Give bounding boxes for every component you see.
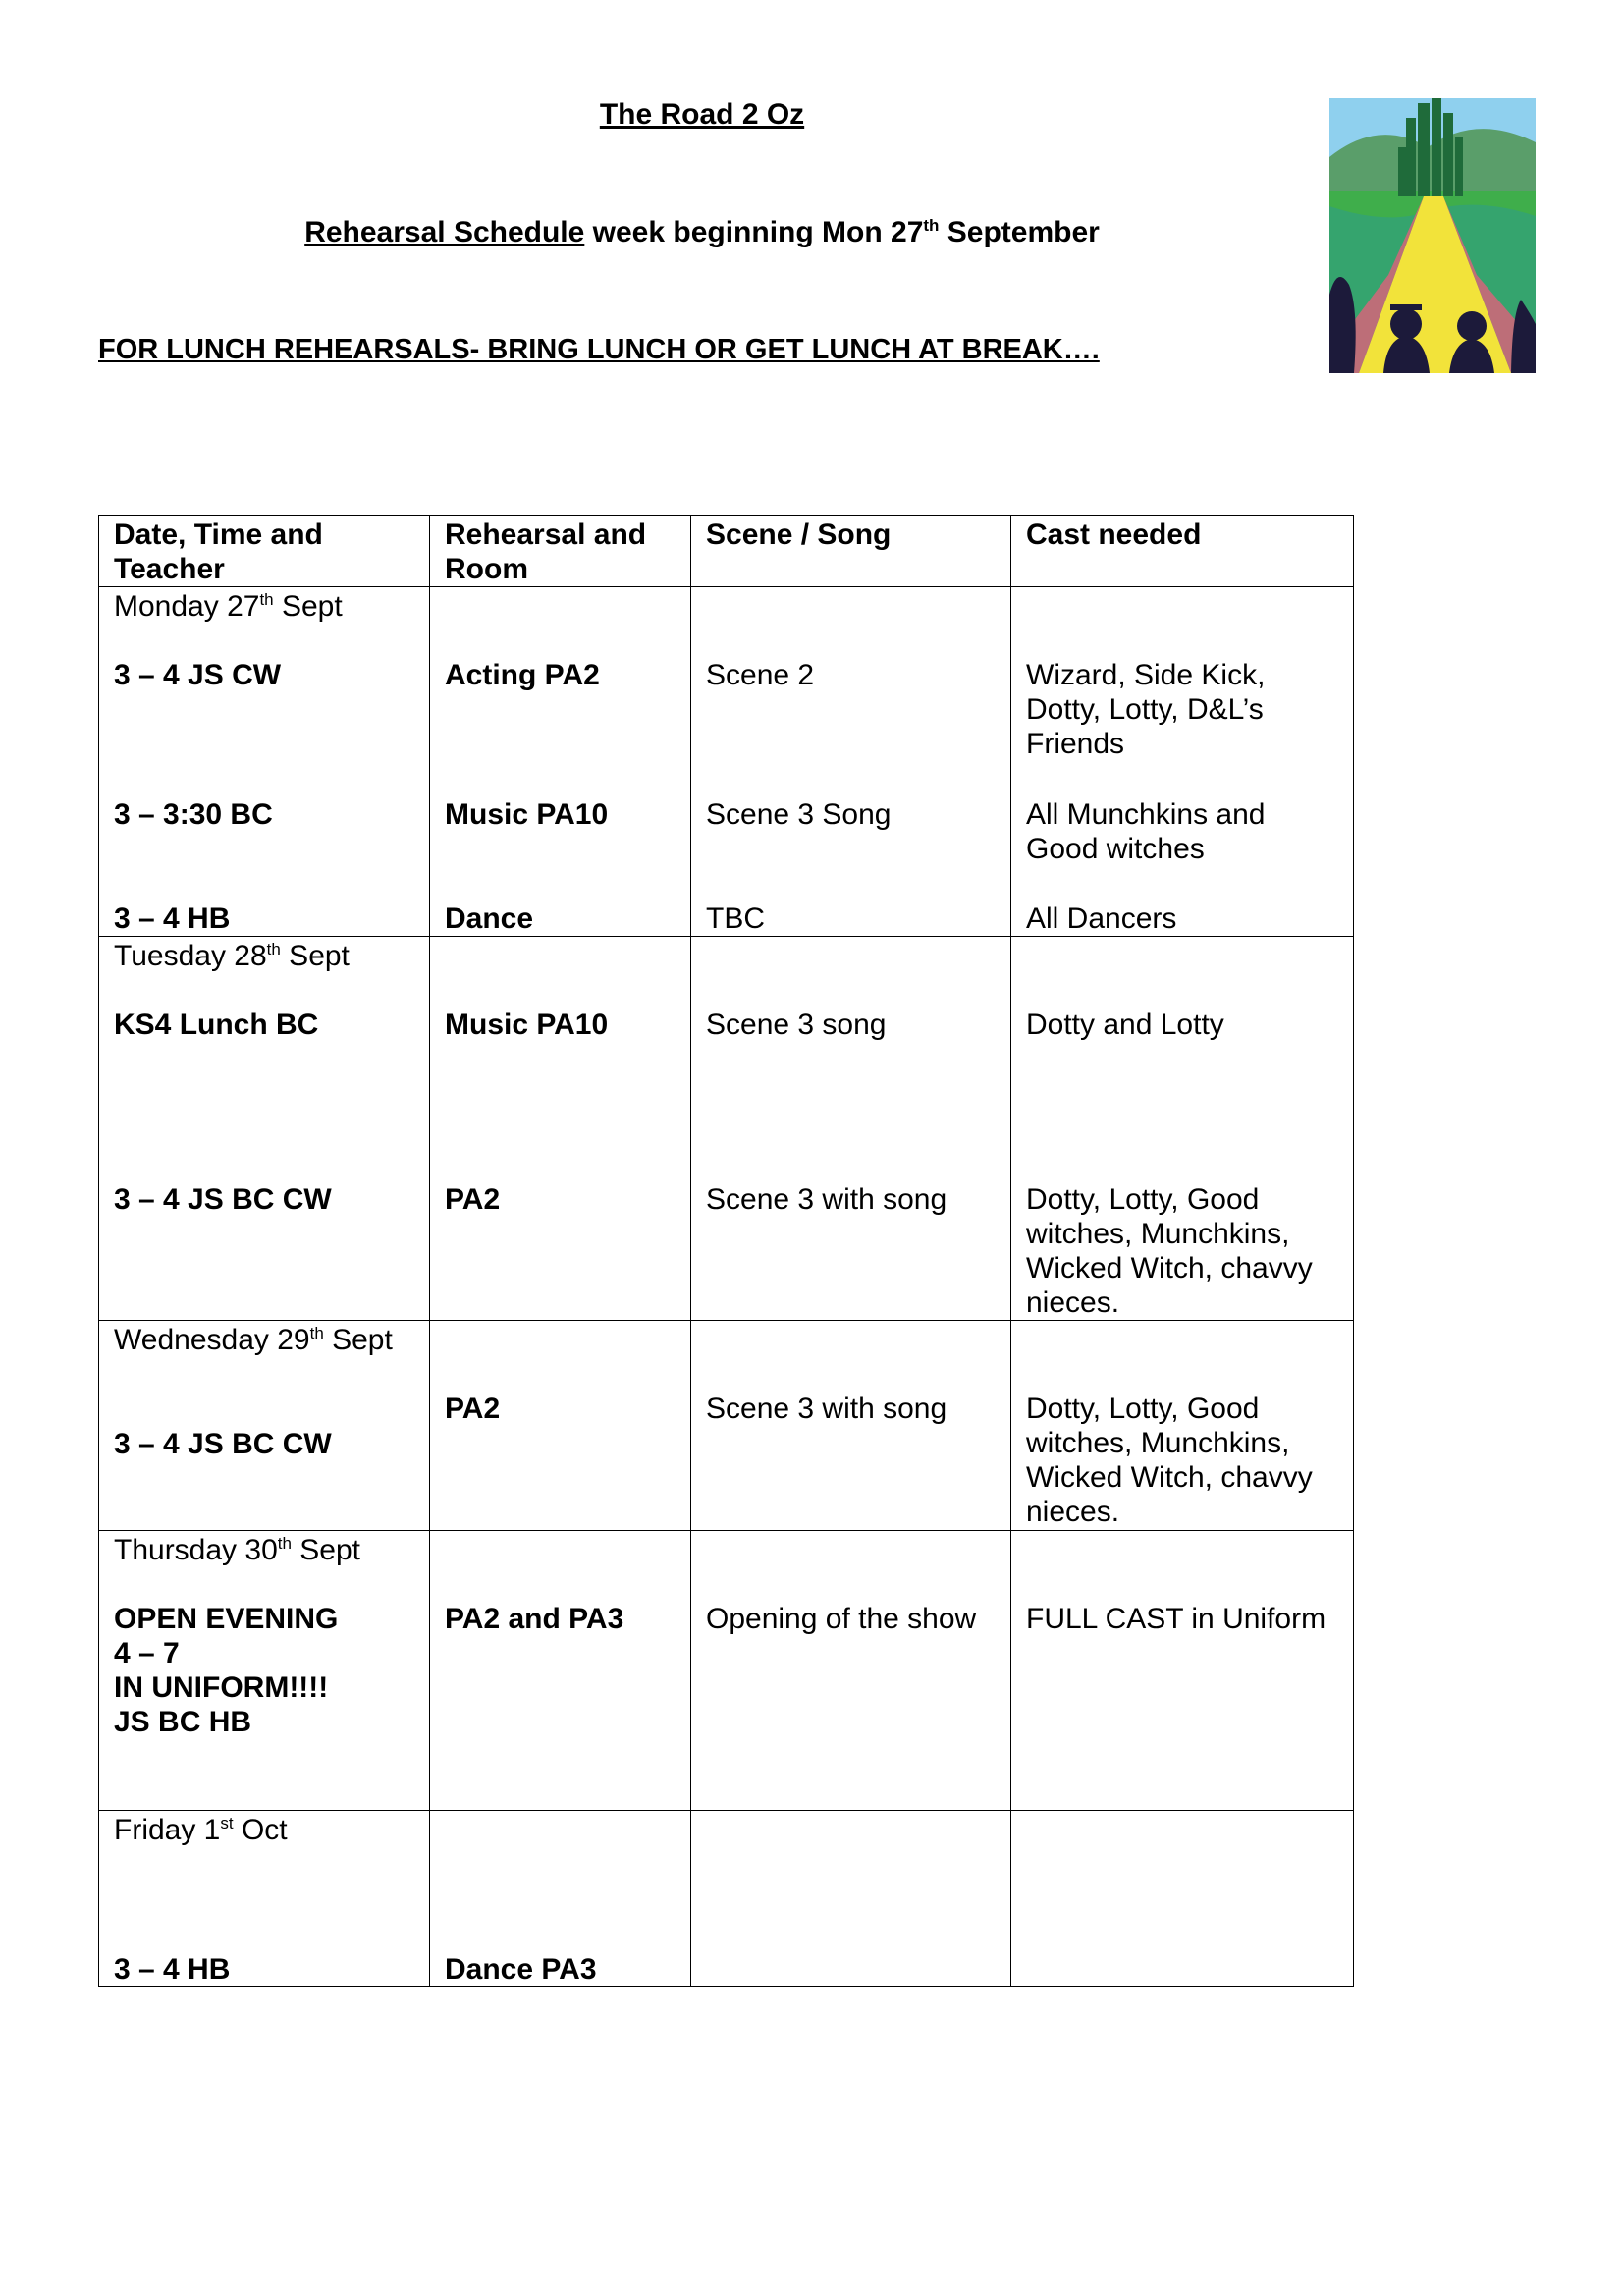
table-header-row xyxy=(99,516,1354,587)
slot-cast: All Dancers xyxy=(1026,902,1177,935)
slot-room: PA2 xyxy=(445,1393,501,1425)
slot-room: Acting PA2 xyxy=(445,659,600,691)
date-time-cell xyxy=(99,937,430,1321)
slot-scene: Opening of the show xyxy=(706,1603,977,1635)
slot-time-line: IN UNIFORM!!!! xyxy=(114,1671,329,1704)
scene-cell xyxy=(691,1531,1011,1811)
slot-cast: Dotty, Lotty, Good witches, Munchkins, Wicked Witch, chavvy nieces. xyxy=(1026,1183,1313,1319)
slot-scene: Scene 3 Song xyxy=(706,798,892,831)
room-cell xyxy=(430,1531,691,1811)
slot-cast: All Munchkins and Good witches xyxy=(1026,798,1266,865)
day-label: Monday 27th Sept xyxy=(114,590,343,623)
day-label: Tuesday 28th Sept xyxy=(114,940,350,972)
table-row xyxy=(99,587,1354,937)
slot-scene: Scene 3 song xyxy=(706,1009,887,1041)
slot-time: 3 – 4 JS BC CW xyxy=(114,1428,332,1460)
cast-cell xyxy=(1011,937,1354,1321)
table-row xyxy=(99,1321,1354,1531)
date-time-cell xyxy=(99,587,430,937)
slot-cast: Dotty, Lotty, Good witches, Munchkins, Wicked Witch, chavvy nieces. xyxy=(1026,1393,1313,1528)
scene-cell xyxy=(691,1811,1011,1987)
rehearsal-schedule-table xyxy=(98,515,1354,1987)
slot-scene: Scene 3 with song xyxy=(706,1183,947,1216)
table-row xyxy=(99,937,1354,1321)
slot-time: KS4 Lunch BC xyxy=(114,1009,319,1041)
table-row xyxy=(99,1531,1354,1811)
scene-cell xyxy=(691,1321,1011,1531)
scene-cell xyxy=(691,587,1011,937)
column-header: Date, Time and Teacher xyxy=(99,516,430,587)
cast-cell xyxy=(1011,1811,1354,1987)
slot-room: Music PA10 xyxy=(445,798,609,831)
cast-cell xyxy=(1011,587,1354,937)
lunch-notice: FOR LUNCH REHEARSALS- BRING LUNCH OR GET LUNCH AT BREAK…. xyxy=(98,334,1100,365)
scene-cell xyxy=(691,937,1011,1321)
slot-time: 3 – 3:30 BC xyxy=(114,798,273,831)
slot-time: 3 – 4 HB xyxy=(114,1953,231,1986)
room-cell xyxy=(430,1321,691,1531)
room-cell xyxy=(430,1811,691,1987)
slot-room: Music PA10 xyxy=(445,1009,609,1041)
slot-time: 3 – 4 JS BC CW xyxy=(114,1183,332,1216)
schedule-title-underlined: Rehearsal Schedule xyxy=(304,216,585,248)
slot-room: PA2 and PA3 xyxy=(445,1603,624,1635)
slot-time-line: OPEN EVENING xyxy=(114,1603,339,1635)
slot-scene: Scene 2 xyxy=(706,659,815,691)
column-header: Rehearsal and Room xyxy=(430,516,691,587)
slot-room: Dance xyxy=(445,902,534,935)
schedule-title xyxy=(0,216,1404,249)
slot-scene: TBC xyxy=(706,902,765,935)
cast-cell xyxy=(1011,1321,1354,1531)
table-row xyxy=(99,1811,1354,1987)
date-time-cell xyxy=(99,1531,430,1811)
room-cell xyxy=(430,587,691,937)
room-cell xyxy=(430,937,691,1321)
column-header: Cast needed xyxy=(1011,516,1354,587)
day-label: Thursday 30th Sept xyxy=(114,1534,361,1566)
schedule-title-post: September xyxy=(939,216,1100,248)
slot-time-line: 4 – 7 xyxy=(114,1637,180,1669)
day-label: Friday 1st Oct xyxy=(114,1814,288,1846)
slot-room: Dance PA3 xyxy=(445,1953,597,1986)
slot-time: 3 – 4 JS CW xyxy=(114,659,282,691)
slot-cast: FULL CAST in Uniform xyxy=(1026,1603,1326,1635)
slot-time: 3 – 4 HB xyxy=(114,902,231,935)
slot-cast: Dotty and Lotty xyxy=(1026,1009,1224,1041)
emerald-city-road-picture xyxy=(1329,98,1536,373)
cast-cell xyxy=(1011,1531,1354,1811)
date-time-cell xyxy=(99,1321,430,1531)
slot-scene: Scene 3 with song xyxy=(706,1393,947,1425)
slot-room: PA2 xyxy=(445,1183,501,1216)
schedule-title-sup: th xyxy=(923,216,940,235)
slot-cast: Wizard, Side Kick, Dotty, Lotty, D&L’s Friends xyxy=(1026,659,1266,760)
schedule-title-pre: week beginning Mon 27 xyxy=(584,216,924,248)
column-header: Scene / Song xyxy=(691,516,1011,587)
document-title: The Road 2 Oz xyxy=(599,98,805,131)
slot-time-line: JS BC HB xyxy=(114,1706,252,1738)
slot-time-lines xyxy=(114,1602,415,1739)
date-time-cell xyxy=(99,1811,430,1987)
day-label: Wednesday 29th Sept xyxy=(114,1324,393,1356)
